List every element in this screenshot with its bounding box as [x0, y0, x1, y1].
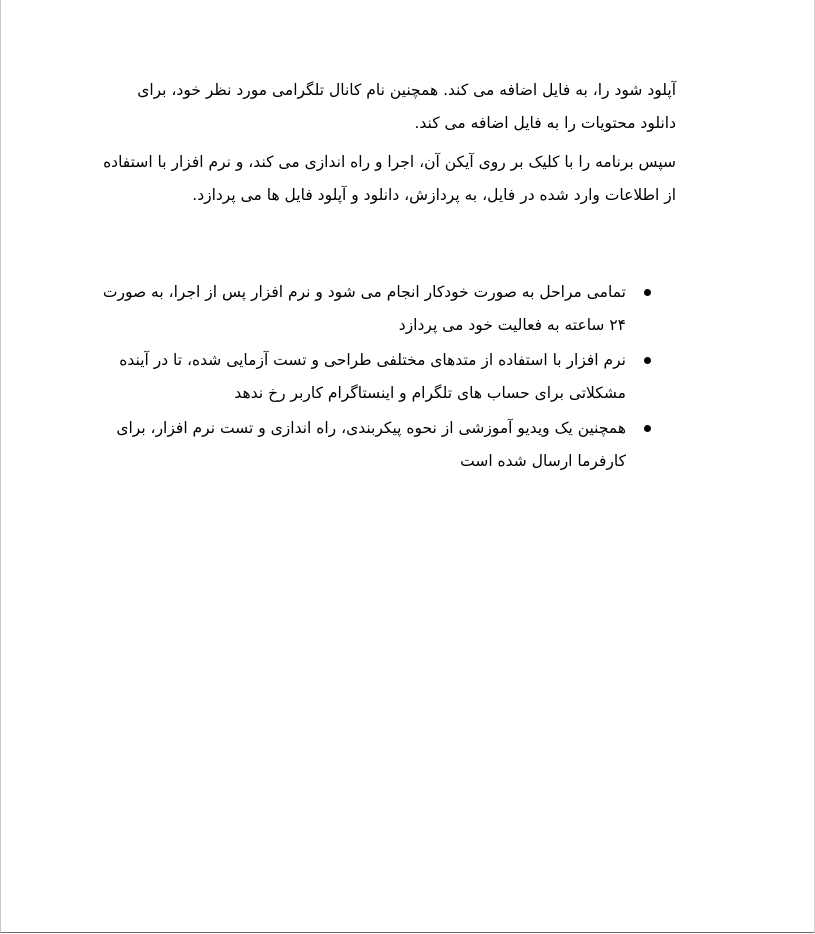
- bullet-icon: [644, 357, 651, 364]
- list-item-text: تمامی مراحل به صورت خودکار انجام می شود و نرم افزار پس از اجرا، به صورت ۲۴ ساعته به فعالیت خود می پردازد: [102, 283, 626, 334]
- paragraph-1: آپلود شود را، به فایل اضافه می کند. همچنین نام کانال تلگرامی مورد نظر خود، برای دانلود محتویات را به فایل اضافه می کند.: [137, 81, 676, 132]
- document-body: [101, 74, 676, 218]
- list-item-text: نرم افزار با استفاده از متدهای مختلفی طراحی و تست آزمایی شده، تا در آینده مشکلاتی برای حساب های تلگرام و اینستاگرام کاربر رخ ندهد: [119, 351, 626, 402]
- list-item: [101, 276, 676, 342]
- bullet-icon: [644, 289, 651, 296]
- list-item: [101, 344, 676, 410]
- list-item: [101, 412, 676, 478]
- list-item-text: همچنین یک ویدیو آموزشی از نحوه پیکربندی، راه اندازی و تست نرم افزار، برای کارفرما ارسال شده است: [116, 419, 626, 470]
- paragraph-2: سپس برنامه را با کلیک بر روی آیکن آن، اجرا و راه اندازی می کند، و نرم افزار با استفاده از اطلاعات وارد شده در فایل، به پردازش، دانلود و آپلود فایل ها می پردازد.: [103, 153, 676, 204]
- bullet-icon: [644, 425, 651, 432]
- bullet-list: [101, 276, 676, 480]
